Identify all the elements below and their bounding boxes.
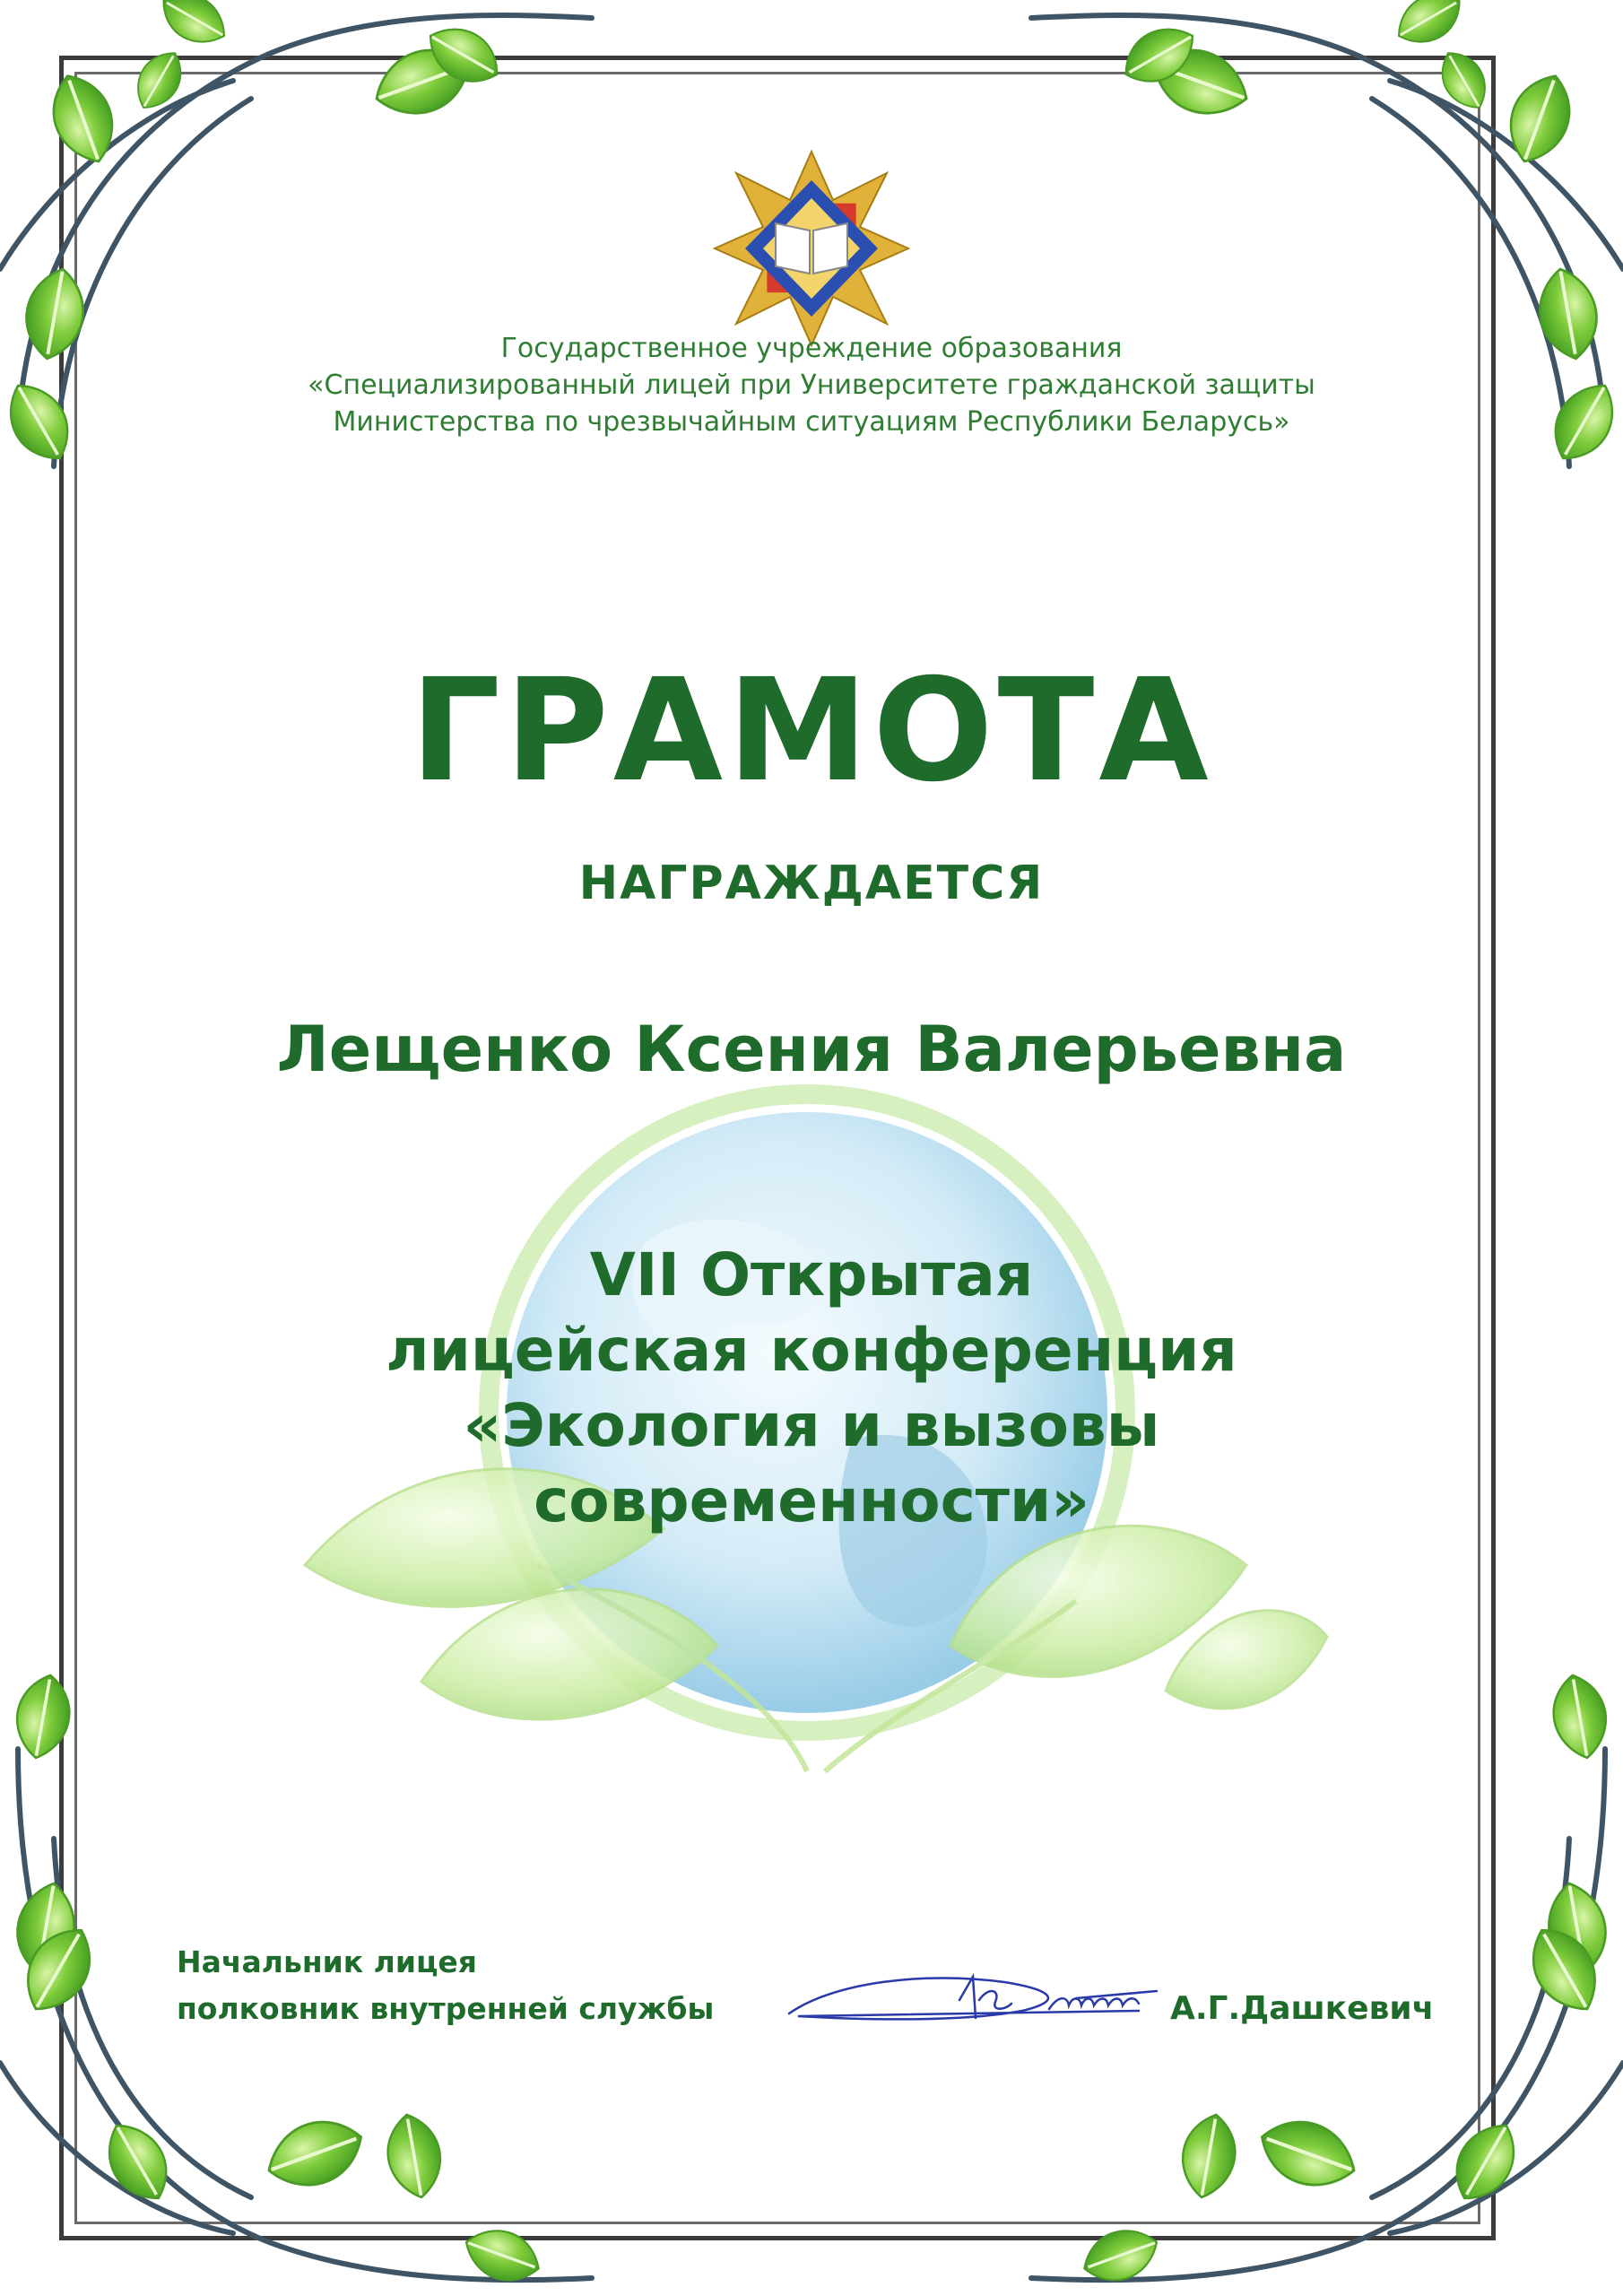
emblem-star-book-icon [711,148,912,349]
awarded-label: НАГРАЖДАЕТСЯ [578,857,1045,910]
institution-line: Государственное учреждение образования [500,333,1123,364]
event-title [188,1238,1435,1539]
institution-line: Министерства по чрезвычайным ситуациям Республики Беларусь» [333,406,1290,438]
certificate-title: ГРАМОТА [410,648,1213,813]
event-line: современности» [534,1466,1089,1535]
signatory-position-line: полковник внутренней службы [177,1991,715,2026]
signature-scribble [780,1946,1184,2045]
signatory-position [177,1939,714,2032]
event-line: лицейская конференция [386,1316,1237,1385]
recipient-name: Лещенко Ксения Валерьевна [276,1013,1347,1086]
event-line: «Экология и вызовы [463,1391,1160,1460]
institution-line: «Специализированный лицей при Университете гражданской защиты [308,370,1315,401]
event-line: VII Открытая [589,1240,1034,1309]
institution-header [135,330,1488,440]
signatory-position-line: Начальник лицея [177,1944,477,1979]
signatory-name: А.Г.Дашкевич [1170,1990,1435,2027]
